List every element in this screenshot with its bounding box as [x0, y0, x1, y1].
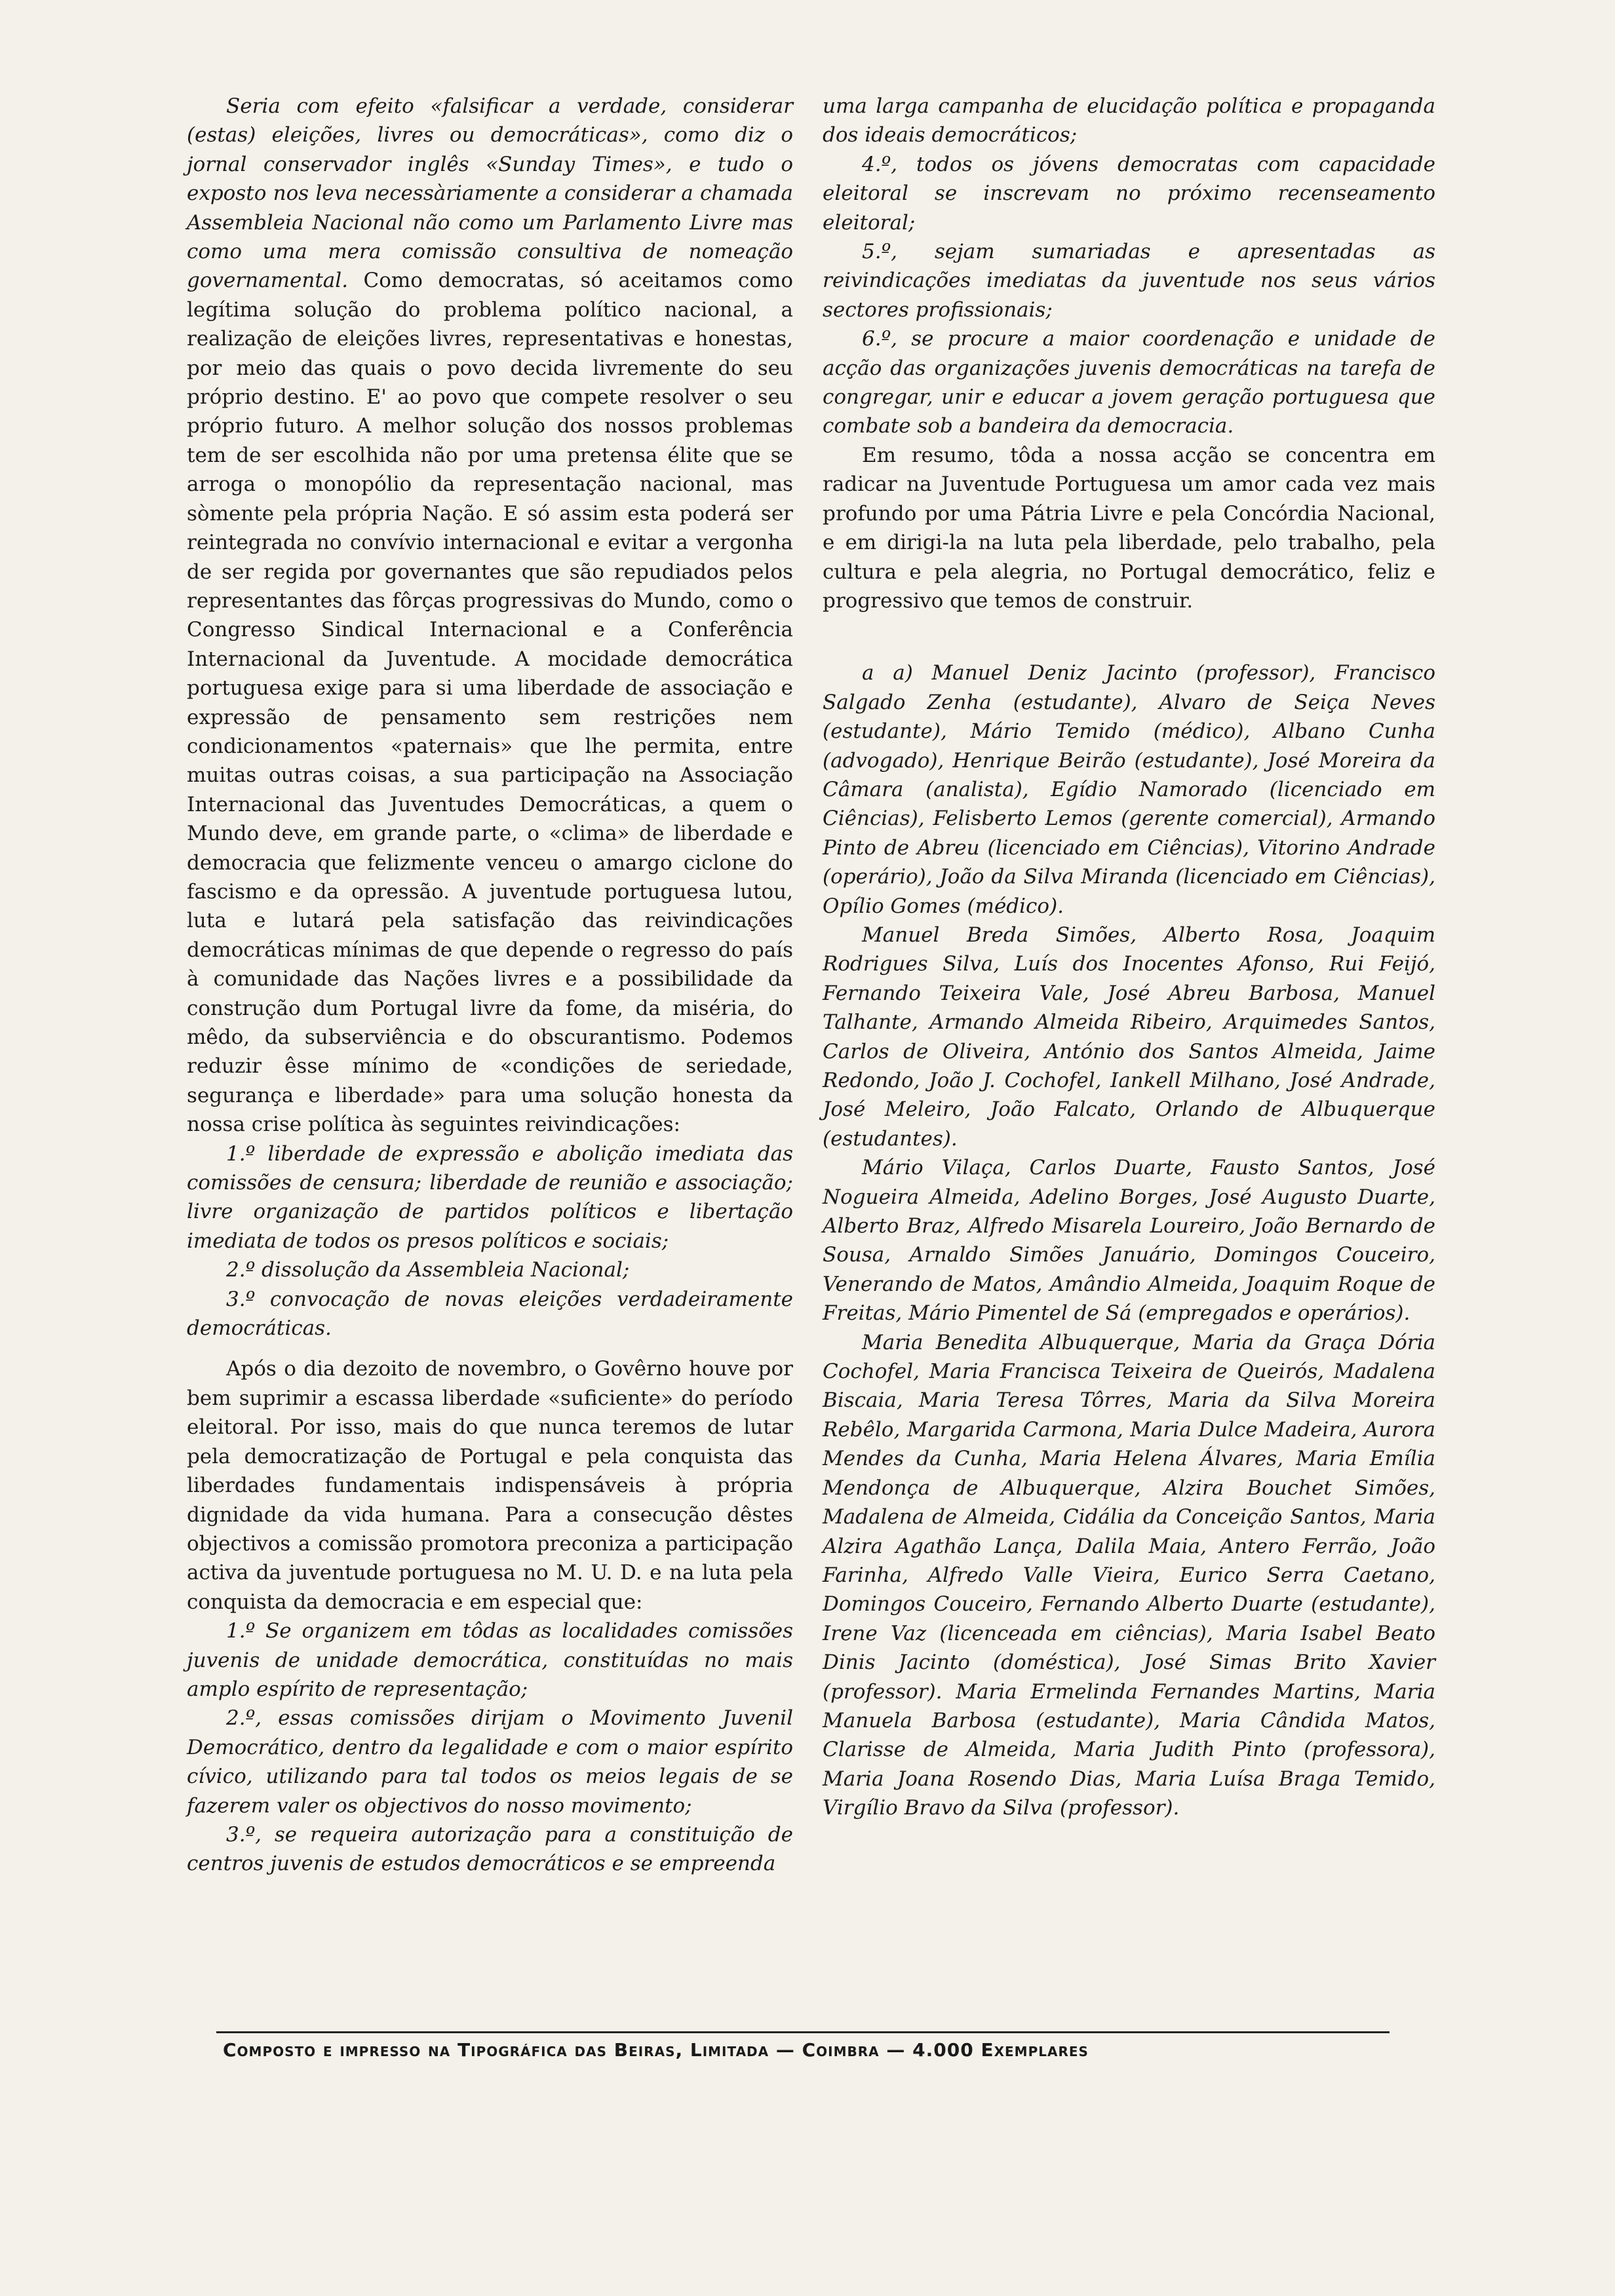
proposal-3: 3.º, se requeira autorização para a constituição de centros juvenis de estudos democráticos e se empreenda — [187, 1822, 793, 1876]
signatories-group-4: Maria Benedita Albuquerque, Maria da Graça Dória Cochofel, Maria Francisca Teixeira de Queirós, Madalena Biscaia, Maria Teresa Tôrres, Maria da Silva Moreira Rebêlo, Margarida Carmona, Maria Dulce Madeira, Aurora Mendes da Cunha, Maria Helena Álvares, Maria Emília Mendonça de Albuquerque, Alzira Bouchet Simões, Madalena de Almeida, Cidália da Conceição Santos, Maria Alzira Agathão Lança, Dalila Maia, Antero Ferrão, João Farinha, Alfredo Valle Vieira, Eurico Serra Caetano, Domingos Couceiro, Fernando Alberto Duarte (estudante), Irene Vaz (licenceada em ciências), Maria Isabel Beato Dinis Jacinto (doméstica), José Simas Brito Xavier (professor). Maria Ermelinda Fernandes Martins, Maria Manuela Barbosa (estudante), Maria Cândida Matos, Clarisse de Almeida, Maria Judith Pinto (professora), Maria Joana Rosendo Dias, Maria Luísa Braga Temido, Virgílio Bravo da Silva (professor). — [823, 1330, 1435, 1820]
proposal-2: 2.º, essas comissões dirijam o Movimento Juvenil Democrático, dentro da legalidade e com o maior espírito cívico, utilizando para tal todos os meios legais de se fazerem valer os objectivos do nosso movimento; — [187, 1706, 793, 1818]
demand-1: 1.º liberdade de expressão e abolição imediata das comissões de censura; liberdade de reunião e associação; livre organização de partidos políticos e libertação imediata de todos os presos políticos e sociais; — [187, 1141, 793, 1253]
proposal-6: 6.º, se procure a maior coordenação e unidade de acção das organizações juvenis democráticas na tarefa de congregar, unir e educar a jovem geração portuguesa que combate sob a bandeira da democracia. — [823, 327, 1435, 438]
proposal-1: 1.º Se organizem em tôdas as localidades comissões juvenis de unidade democrática, constituídas no mais amplo espírito de representação; — [187, 1619, 793, 1701]
intro-body: Como democratas, só aceitamos como legítima solução do problema político nacional, a realização de eleições livres, representativas e honestas, por meio das quais o povo decida livremente do seu próprio destino. E' ao povo que compete resolver o seu próprio futuro. A melhor solução dos nossos problemas tem de ser escolhida não por uma pretensa élite que se arroga o monopólio da representação nacional, mas sòmente pela própria Nação. E só assim esta poderá ser reintegrada no convívio internacional e evitar a vergonha de ser regida por governantes que são repudiados pelos representantes das fôrças progressivas do Mundo, como o Congresso Sindical Internacional e a Conferência Internacional da Juventude. A mocidade democrática portuguesa exige para si uma liberdade de associação e expressão de pensamento sem restrições nem condicionamentos «paternais» que lhe permita, entre muitas outras coisas, a sua participação na Associação Internacional das Juventudes Democráticas, a quem o Mundo deve, em grande parte, o «clima» de liberdade e democracia que felizmente venceu o amargo ciclone do fascismo e da opressão. A juventude portuguesa lutou, luta e lutará pela satisfação das reivindicações democráticas mínimas de que depende o regresso do país à comunidade das Nações livres e a possibilidade da construção dum Portugal livre da fome, da miséria, do mêdo, da subserviência e do obscurantismo. Podemos reduzir êsse mínimo de «condições de seriedade, segurança e liberdade» para uma solução honesta da nossa crise política às seguintes reivindicações: — [187, 269, 793, 1137]
proposal-3-continuation: uma larga campanha de elucidação política e propaganda dos ideais democráticos; — [823, 94, 1435, 147]
right-column — [823, 92, 1435, 1823]
footer-rule — [216, 2031, 1390, 2033]
signatories-group-2: Manuel Breda Simões, Alberto Rosa, Joaquim Rodrigues Silva, Luís dos Inocentes Afonso, Rui Feijó, Fernando Teixeira Vale, José Abreu Barbosa, Manuel Talhante, Armando Almeida Ribeiro, Arquimedes Santos, Carlos de Oliveira, António dos Santos Almeida, Jaime Redondo, João J. Cochofel, Iankell Milhano, José Andrade, José Meleiro, João Falcato, Orlando de Albuquerque (estudantes). — [823, 923, 1435, 1151]
demand-3: 3.º convocação de novas eleições verdadeiramente democráticas. — [187, 1287, 793, 1341]
proposal-4: 4.º, todos os jóvens democratas com capacidade eleitoral se inscrevam no próximo recenseamento eleitoral; — [823, 152, 1435, 235]
signatories-group-3: Mário Vilaça, Carlos Duarte, Fausto Santos, José Nogueira Almeida, Adelino Borges, José Augusto Duarte, Alberto Braz, Alfredo Misarela Loureiro, João Bernardo de Sousa, Arnaldo Simões Januário, Domingos Couceiro, Venerando de Matos, Amândio Almeida, Joaquim Roque de Freitas, Mário Pimentel de Sá (empregados e operários). — [823, 1156, 1435, 1326]
summary-paragraph: Em resumo, tôda a nossa acção se concentra em radicar na Juventude Portuguesa um amor cada vez mais profundo por uma Pátria Livre e pela Concórdia Nacional, e em dirigi-la na luta pela liberdade, pelo trabalho, pela cultura e pela alegria, no Portugal democrático, feliz e progressivo que temos de construir. — [823, 443, 1435, 613]
proposal-5: 5.º, sejam sumariadas e apresentadas as reivindicações imediatas da juventude nos seus vários sectores profissionais; — [823, 240, 1435, 322]
after-demands-paragraph: Após o dia dezoito de novembro, o Govêrno houve por bem suprimir a escassa liberdade «suficiente» do período eleitoral. Por isso, mais do que nunca teremos de lutar pela democratização de Portugal e pela conquista das liberdades fundamentais indispensáveis à própria dignidade da vida humana. Para a consecução dêstes objectivos a comissão promotora preconiza a participação activa da juventude portuguesa no M. U. D. e na luta pela conquista da democracia e em especial que: — [187, 1357, 793, 1614]
left-column — [187, 92, 793, 1879]
intro-paragraph — [187, 92, 793, 1139]
intro-quote: Seria com efeito «falsificar a verdade, considerar (estas) eleições, livres ou democráticas», como diz o jornal conservador inglês «Sunday Times», e tudo o exposto nos leva necessàriamente a considerar a chamada Assembleia Nacional não como um Parlamento Livre mas como uma mera comissão consultiva de nomeação governamental. — [187, 94, 793, 293]
demand-2: 2.º dissolução da Assembleia Nacional; — [226, 1258, 630, 1282]
printer-colophon: Composto e impresso na Tipográfica das Beiras, Limitada — Coimbra — 4.000 Exemplares — [223, 2039, 1089, 2061]
signatories-group-1: a a) Manuel Deniz Jacinto (professor), Francisco Salgado Zenha (estudante), Alvaro de Seiça Neves (estudante), Mário Temido (médico), Albano Cunha (advogado), Henrique Beirão (estudante), José Moreira da Câmara (analista), Egídio Namorado (licenciado em Ciências), Felisberto Lemos (gerente comercial), Armando Pinto de Abreu (licenciado em Ciências), Vitorino Andrade (operário), João da Silva Miranda (licenciado em Ciências), Opílio Gomes (médico). — [823, 661, 1435, 918]
